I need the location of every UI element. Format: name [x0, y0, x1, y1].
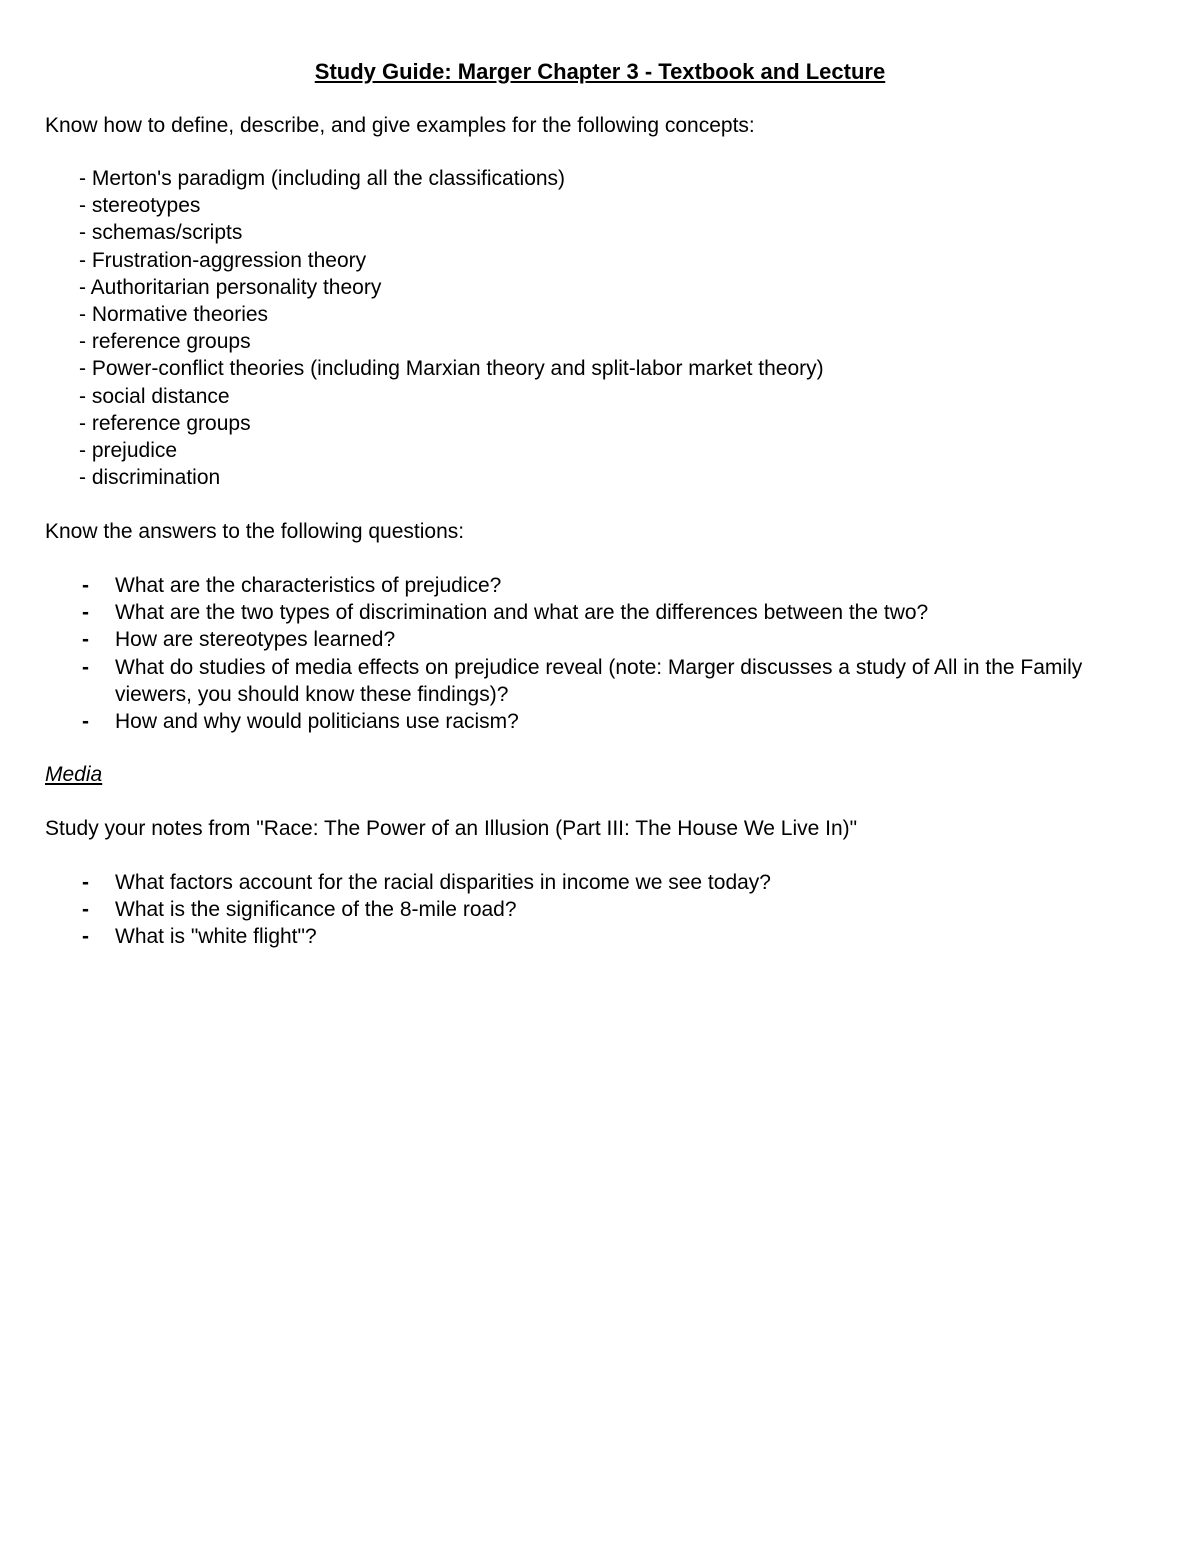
list-item: [79, 923, 1159, 950]
list-item: - Power-conflict theories (including Marxian theory and split-labor market theory): [79, 357, 824, 381]
concepts-intro: Know how to define, describe, and give examples for the following concepts:: [45, 114, 755, 137]
bullet-dash: -: [82, 655, 89, 679]
concepts-list: [79, 165, 824, 491]
list-item: [79, 708, 1159, 735]
question-text: What do studies of media effects on prejudice reveal (note: Marger discusses a study of All in the Family viewers, you should know these findings)?: [115, 655, 1083, 706]
list-item: - Normative theories: [79, 303, 269, 327]
question-text: How are stereotypes learned?: [115, 628, 396, 652]
list-item: [79, 599, 1159, 626]
bullet-dash: -: [82, 601, 89, 625]
list-item: - Authoritarian personality theory: [79, 275, 382, 299]
list-item: - social distance: [79, 384, 230, 408]
bullet-dash: -: [82, 925, 89, 949]
list-item: [79, 626, 1159, 653]
question-text: What factors account for the racial disparities in income we see today?: [115, 871, 771, 894]
bullet-dash: -: [82, 628, 89, 652]
list-item: [79, 572, 1159, 599]
bullet-dash: -: [82, 871, 89, 894]
list-item: - reference groups: [79, 411, 251, 435]
list-item: [79, 896, 1159, 923]
list-item: - Frustration-aggression theory: [79, 248, 367, 272]
list-item: - prejudice: [79, 439, 178, 463]
document-title: Study Guide: Marger Chapter 3 - Textbook and Lecture: [314, 59, 886, 84]
list-item: - schemas/scripts: [79, 221, 243, 245]
media-intro: Study your notes from "Race: The Power of an Illusion (Part III: The House We Live In)": [45, 817, 858, 840]
list-item: [79, 654, 1159, 708]
list-item: - reference groups: [79, 330, 251, 354]
question-text: What are the two types of discrimination and what are the differences between the two?: [115, 601, 929, 625]
list-item: - discrimination: [79, 466, 221, 490]
question-text: What is "white flight"?: [115, 925, 317, 949]
questions-list: [79, 572, 1159, 735]
question-text: What are the characteristics of prejudice?: [115, 574, 502, 597]
questions-intro: Know the answers to the following questions:: [45, 520, 465, 543]
media-heading: Media: [45, 763, 103, 786]
question-text: How and why would politicians use racism?: [115, 710, 519, 734]
bullet-dash: -: [82, 710, 89, 734]
list-item: - stereotypes: [79, 194, 201, 218]
bullet-dash: -: [82, 898, 89, 922]
question-text: What is the significance of the 8-mile road?: [115, 898, 517, 922]
media-questions-list: [79, 869, 1159, 951]
bullet-dash: -: [82, 574, 89, 597]
list-item: [79, 869, 1159, 896]
list-item: - Merton's paradigm (including all the classifications): [79, 167, 566, 190]
